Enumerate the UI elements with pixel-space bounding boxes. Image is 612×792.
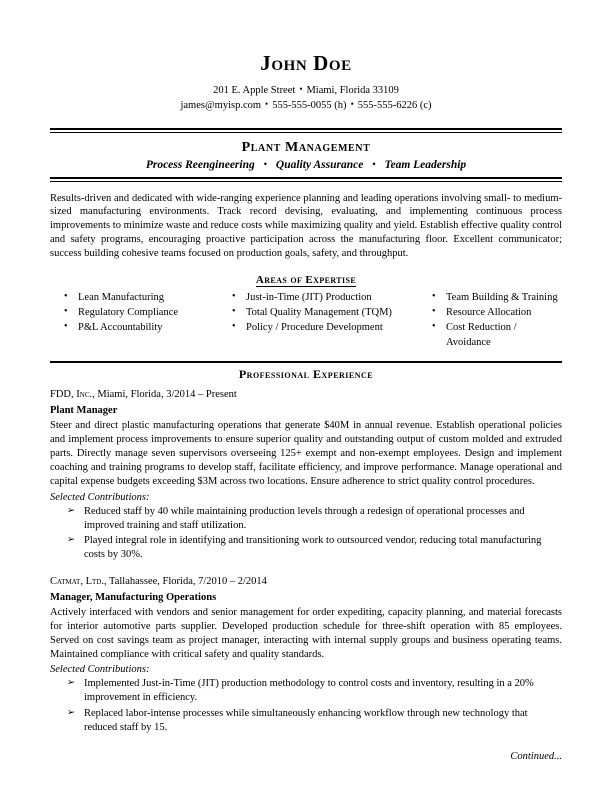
expertise-item: • Cost Reduction / Avoidance bbox=[430, 321, 562, 351]
entry-description: Actively interfaced with vendors and senior management for order expediting, capacity planning, and material forecasts for interior automotive parts supplier. Developed production schedule for three-shift operation with 85 employees. Served on cost savings team as project manager, interacting with internal supply groups and business operating teams. Maintained compliance with critical safety and quality standards. bbox=[50, 607, 562, 660]
contact-comm-line bbox=[50, 98, 562, 113]
expertise-item: • Lean Manufacturing bbox=[62, 291, 230, 306]
contact-address-line bbox=[50, 83, 562, 98]
email-address[interactable]: james@myisp.com bbox=[180, 100, 262, 112]
expertise-heading bbox=[50, 274, 562, 286]
company-name: Catmat bbox=[50, 576, 81, 588]
entry-job-title: Plant Manager bbox=[50, 405, 118, 417]
expertise-item: • Policy / Procedure Development bbox=[230, 321, 430, 336]
expertise-column-3 bbox=[430, 291, 562, 351]
target-title-block bbox=[50, 128, 562, 182]
bullet-separator-icon: • bbox=[263, 158, 267, 169]
expertise-item: • P&L Accountability bbox=[62, 321, 230, 336]
entry-job-title: Manager, Manufacturing Operations bbox=[50, 591, 217, 603]
continued-label: Continued... bbox=[510, 751, 562, 762]
expertise-item: • Total Quality Management (TQM) bbox=[230, 306, 430, 321]
experience-entry bbox=[50, 388, 562, 562]
target-job-title: Plant Management bbox=[241, 139, 371, 155]
contributions-list bbox=[50, 505, 562, 562]
city-state-zip: Miami, Florida 33109 bbox=[306, 85, 399, 97]
expertise-heading-text: Areas of Expertise bbox=[255, 273, 357, 286]
contributions-list bbox=[50, 677, 562, 734]
bullet-separator-icon: • bbox=[350, 99, 354, 110]
experience-entry bbox=[50, 575, 562, 735]
street-address: 201 E. Apple Street bbox=[213, 85, 296, 97]
tagline-item-2: Quality Assurance bbox=[275, 158, 364, 171]
tagline-item-1: Process Reengineering bbox=[145, 158, 255, 171]
expertise-column-1 bbox=[62, 291, 230, 351]
bullet-separator-icon: • bbox=[265, 99, 269, 110]
expertise-item: • Regulatory Compliance bbox=[62, 306, 230, 321]
company-location-dates: , Tallahassee, Florida, 7/2010 – 2/2014 bbox=[103, 576, 267, 588]
entry-company-line: Catmat, Ltd., Tallahassee, Florida, 7/2010 – 2/2014 bbox=[50, 576, 267, 588]
contributions-label: Selected Contributions: bbox=[50, 491, 150, 503]
professional-summary: Results-driven and dedicated with wide-ranging experience planning and leading operations involving small- to medium-sized manufacturing environments. Track record devising, evaluating, and implementing continuous process improvements to minimize waste and reduce costs while maximizing quality and yield. Establish effective quality control and safety programs, encouraging proactive participation across the manufacturing floor. Excellent communicator; success building cohesive teams focused on production goals, safety, and throughput. bbox=[50, 192, 562, 259]
contribution-item: ➢ Implemented Just-in-Time (JIT) production methodology to control costs and inventory, resulting in a 20% improvement in efficiency. bbox=[50, 677, 562, 705]
company-suffix: Ltd. bbox=[85, 576, 104, 588]
contribution-item: ➢ Played integral role in identifying and transitioning work to outsourced vendor, reducing total manufacturing costs by 30%. bbox=[50, 534, 562, 562]
entry-description: Steer and direct plastic manufacturing operations that generate $40M in annual revenue. Establish operational policies and implement process improvements to ensure superior quality and outstanding output of custom molded and extruded parts. Directly manage seven supervisors overseeing 125+ exempt and non-exempt employees. Design and implement coaching and training programs to develop staff, facilitate efficiency, and improve performance. Manage operational and capital expense budgets exceeding $3M across two locations. Ensure adherence to strict quality control procedures. bbox=[50, 420, 562, 487]
company-location-dates: , Miami, Florida, 3/2014 – Present bbox=[92, 389, 237, 401]
experience-heading: Professional Experience bbox=[238, 367, 374, 382]
expertise-column-2 bbox=[230, 291, 430, 351]
contributions-label: Selected Contributions: bbox=[50, 664, 150, 676]
target-tagline bbox=[50, 159, 562, 177]
bullet-separator-icon: • bbox=[372, 158, 376, 169]
divider-bottom bbox=[50, 177, 562, 182]
expertise-item: • Team Building & Training bbox=[430, 291, 562, 306]
bullet-separator-icon: • bbox=[299, 84, 303, 95]
tagline-item-3: Team Leadership bbox=[384, 158, 467, 171]
expertise-columns bbox=[50, 291, 562, 351]
expertise-item: • Just-in-Time (JIT) Production bbox=[230, 291, 430, 306]
contribution-item: ➢ Replaced labor-intense processes while simultaneously enhancing workflow through new technology that reduced staff by 15. bbox=[50, 707, 562, 735]
home-phone: 555-555-0055 (h) bbox=[272, 100, 347, 112]
contribution-item: ➢ Reduced staff by 40 while maintaining production levels through a redesign of operational processes and improved training and staff utilization. bbox=[50, 505, 562, 533]
cell-phone: 555-555-6226 (c) bbox=[357, 100, 432, 112]
expertise-item: • Resource Allocation bbox=[430, 306, 562, 321]
experience-section-divider-wrap bbox=[50, 361, 562, 384]
entry-company-line: FDD, Inc., Miami, Florida, 3/2014 – Present bbox=[50, 389, 237, 401]
company-name: FDD bbox=[50, 389, 72, 401]
candidate-name: John Doe bbox=[260, 51, 352, 75]
company-suffix: Inc. bbox=[76, 389, 93, 401]
